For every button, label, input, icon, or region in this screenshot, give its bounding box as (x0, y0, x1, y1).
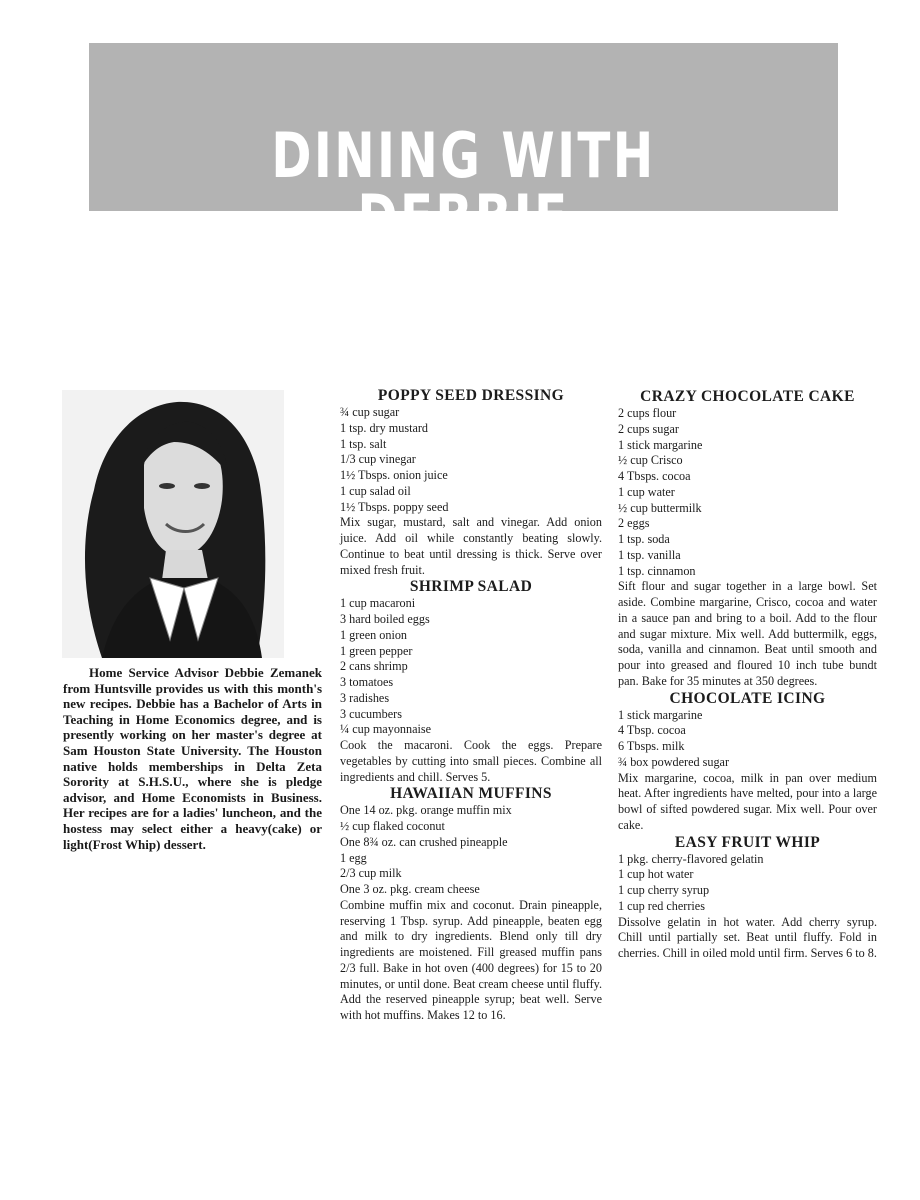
recipe-title: POPPY SEED DRESSING (377, 387, 565, 404)
recipe-title: CHOCOLATE ICING (669, 689, 826, 707)
ingredient: 1 tsp. dry mustard (340, 420, 429, 435)
recipe-directions: Sift flour and sugar together in a large bowl. Set aside. Combine margarine, Crisco, cocoa and water in a sauce pan and bring to a boil. Add to the flour and sugar mixture. Mix well. Add buttermilk, eggs, soda, vanilla and cinnamon. Beat until smooth and pour into greased and floured 10 inch tube bundt pan. Bake for 35 minutes at 350 degrees. (618, 579, 877, 688)
ingredient: ¾ cup sugar (340, 405, 400, 419)
ingredient: 1 stick margarine (618, 707, 703, 722)
ingredient: 3 radishes (340, 690, 390, 705)
ingredient: 1 green pepper (340, 643, 413, 658)
recipe-shrimp-salad (340, 578, 602, 785)
page-title: DINING WITH DEBBIE (271, 119, 656, 254)
recipe-column-middle (340, 387, 602, 1024)
ingredient: 1 cup red cherries (618, 898, 705, 913)
ingredient: 4 Tbsps. cocoa (618, 469, 691, 483)
ingredient: One 14 oz. pkg. orange muffin mix (340, 803, 512, 818)
title-banner (89, 43, 838, 254)
recipe-title: CRAZY CHOCOLATE CAKE (640, 388, 855, 405)
ingredient: 1 cup cherry syrup (618, 883, 710, 897)
ingredient: 1 pkg. cherry-flavored gelatin (618, 851, 764, 866)
ingredient: ½ cup buttermilk (618, 500, 702, 515)
ingredient: 1 cup salad oil (340, 483, 411, 498)
ingredient: 1 cup water (618, 484, 675, 499)
recipe-directions: Combine muffin mix and coconut. Drain pineapple, reserving 1 Tbsp. syrup. Add pineapple, beaten egg and milk to dry ingredients. Blend only till dry ingredients are moistened. Fill greased muffin pans 2/3 full. Bake in hot oven (400 degrees) for 15 to 20 minutes, or until done. Beat cream cheese until fluffy. Add the reserved pineapple syrup; beat well. Serve with hot muffins. Makes 12 to 16. (340, 897, 602, 1022)
recipe-title: SHRIMP SALAD (409, 578, 533, 596)
recipe-poppy-seed-dressing (340, 387, 602, 578)
ingredient: ½ cup Crisco (618, 453, 683, 468)
ingredient: 1½ Tbsps. poppy seed (340, 499, 449, 514)
recipe-column-right (618, 388, 877, 962)
ingredient: 3 tomatoes (340, 675, 394, 689)
recipe-chocolate-icing (618, 690, 877, 834)
ingredient: 1 tsp. vanilla (618, 547, 681, 562)
ingredient: 2 cans shrimp (340, 659, 408, 674)
ingredient: ¼ cup mayonnaise (340, 722, 432, 737)
ingredient: 1/3 cup vinegar (340, 452, 416, 467)
ingredient: 6 Tbsps. milk (618, 739, 685, 753)
recipe-title: HAWAIIAN MUFFINS (390, 785, 552, 803)
ingredient: 1½ Tbsps. onion juice (340, 468, 448, 482)
ingredient: 1 egg (340, 850, 367, 865)
recipe-directions: Mix margarine, cocoa, milk in pan over medium heat. After ingredients have melted, pour into a large bowl of sifted powdered sugar. Mix well. Pour over cake. (618, 770, 877, 832)
ingredient: 1 cup macaroni (340, 596, 416, 611)
recipe-hawaiian-muffins (340, 785, 602, 1024)
ingredient: 1 tsp. cinnamon (618, 563, 696, 578)
ingredient: 1 tsp. salt (340, 436, 387, 451)
ingredient: 3 cucumbers (340, 706, 402, 721)
recipe-crazy-chocolate-cake (618, 388, 877, 690)
ingredient: 1 tsp. soda (618, 532, 670, 546)
recipe-directions: Dissolve gelatin in hot water. Add cherry syrup. Chill until partially set. Beat until fluffy. Fold in cherries. Chill in oiled mold until firm. Serves 6 to 8. (618, 914, 877, 960)
recipe-directions: Cook the macaroni. Cook the eggs. Prepare vegetables by cutting into small pieces. Combine all ingredients and chill. Serves 5. (340, 738, 602, 784)
ingredient: 1 stick margarine (618, 437, 703, 452)
recipe-title: EASY FRUIT WHIP (674, 833, 821, 851)
ingredient: One 8¾ oz. can crushed pineapple (340, 834, 508, 849)
recipe-easy-fruit-whip (618, 834, 877, 962)
ingredient: 1 green onion (340, 627, 408, 642)
author-bio: Home Service Advisor Debbie Zemanek from Huntsville provides us with this month's new recipes. Debbie has a Bachelor of Arts in Teaching in Home Economics degree, and is presently working on her master's degree at Sam Houston State University. The Houston native holds memberships in Delta Zeta Sorority at S.H.S.U., where she is pledge advisor, and Home Economists in Business. Her recipes are for a ladies' luncheon, and the hostess may select either a heavy(cake) or light(Frost Whip) dessert. (63, 665, 322, 852)
ingredient: 3 hard boiled eggs (340, 612, 430, 626)
ingredient: ¾ box powdered sugar (618, 754, 730, 769)
ingredient: ½ cup flaked coconut (340, 819, 445, 833)
ingredient: One 3 oz. pkg. cream cheese (340, 882, 480, 896)
author-photo (62, 390, 284, 658)
ingredient: 1 cup hot water (618, 867, 694, 882)
ingredient: 4 Tbsp. cocoa (618, 723, 686, 738)
ingredient: 2 cups flour (618, 406, 677, 420)
ingredient: 2/3 cup milk (340, 866, 402, 881)
ingredient: 2 eggs (618, 516, 650, 531)
ingredient: 2 cups sugar (618, 421, 679, 436)
recipe-directions: Mix sugar, mustard, salt and vinegar. Add onion juice. Add oil while constantly beating slowly. Continue to beat until dressing is thick. Serve over mixed fresh fruit. (340, 515, 602, 577)
